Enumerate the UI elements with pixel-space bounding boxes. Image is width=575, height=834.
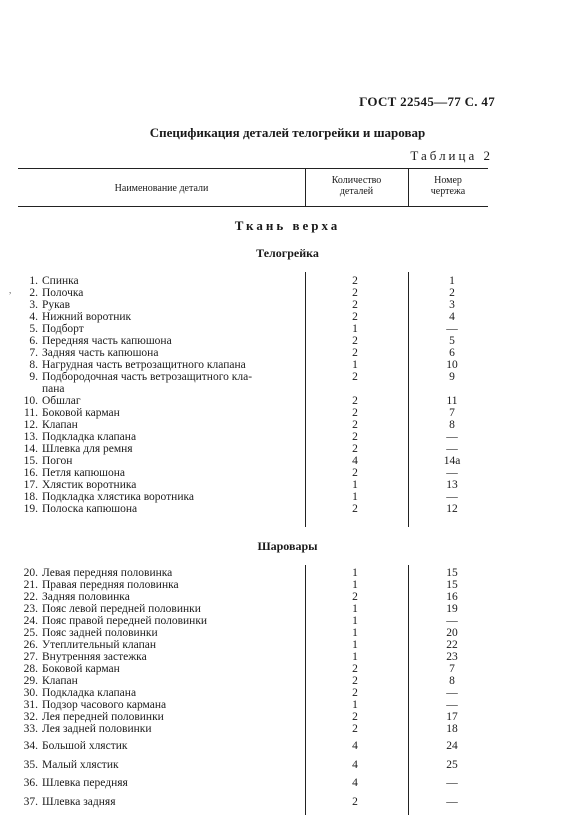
row-number: 20. xyxy=(23,567,38,579)
row-number: 23. xyxy=(23,603,38,615)
table-row xyxy=(18,711,164,723)
detail-quantity: 2 xyxy=(352,503,358,515)
drawing-number: 19 xyxy=(446,603,458,615)
detail-quantity: 2 xyxy=(352,335,358,347)
detail-name: Боковой карман xyxy=(42,663,120,675)
table-row xyxy=(18,431,136,443)
table-row xyxy=(18,651,147,663)
row-number: 21. xyxy=(23,579,38,591)
detail-quantity: 1 xyxy=(352,699,358,711)
detail-quantity: 2 xyxy=(352,723,358,735)
row-number: 12. xyxy=(23,419,38,431)
detail-name: Подбородочная часть ветрозащитного кла- xyxy=(42,371,253,383)
detail-name: Утеплительный клапан xyxy=(42,639,157,651)
drawing-number: 25 xyxy=(446,759,458,771)
table-row xyxy=(18,777,128,789)
detail-name: Задняя половинка xyxy=(42,591,130,603)
detail-quantity: 2 xyxy=(352,711,358,723)
table-row xyxy=(18,347,158,359)
row-number: 25. xyxy=(23,627,38,639)
detail-quantity: 2 xyxy=(352,371,358,383)
table-row xyxy=(18,359,246,371)
body-divider-2a xyxy=(408,272,409,527)
drawing-number: 4 xyxy=(449,311,455,323)
detail-quantity: 4 xyxy=(352,759,358,771)
detail-name: Шлевка задняя xyxy=(42,796,116,808)
section-title-jacket: Телогрейка xyxy=(256,246,319,260)
row-number: 2. xyxy=(29,287,38,299)
drawing-number: 1 xyxy=(449,275,455,287)
row-number: 28. xyxy=(23,663,38,675)
page-title: Спецификация деталей телогрейки и шаровар xyxy=(149,125,426,140)
row-number: 26. xyxy=(23,639,38,651)
table-row xyxy=(18,335,172,347)
row-number: 1. xyxy=(29,275,38,287)
detail-name: Малый хлястик xyxy=(42,759,119,771)
detail-quantity: 2 xyxy=(352,663,358,675)
row-number: 3. xyxy=(29,299,38,311)
row-number: 17. xyxy=(23,479,38,491)
row-number: 18. xyxy=(23,491,38,503)
detail-name: Петля капюшона xyxy=(42,467,126,479)
drawing-number: 15 xyxy=(446,567,458,579)
row-number: 24. xyxy=(23,615,38,627)
body-divider-2b xyxy=(408,565,409,815)
detail-name: Хлястик воротника xyxy=(42,479,137,491)
row-number: 15. xyxy=(23,455,38,467)
detail-quantity: 4 xyxy=(352,740,358,752)
detail-name: Подкладка клапана xyxy=(42,687,137,699)
drawing-number: 8 xyxy=(449,675,455,687)
drawing-number: — xyxy=(446,796,458,808)
detail-quantity: 1 xyxy=(352,639,358,651)
detail-quantity: 2 xyxy=(352,467,358,479)
detail-name: Пояс задней половинки xyxy=(42,627,158,639)
drawing-number: — xyxy=(446,431,458,443)
drawing-number: — xyxy=(446,443,458,455)
table-row xyxy=(18,395,81,407)
detail-quantity: 2 xyxy=(352,311,358,323)
detail-quantity: 1 xyxy=(352,323,358,335)
detail-name: Полочка xyxy=(42,287,84,299)
body-divider-1a xyxy=(305,272,306,527)
section-title-trousers: Шаровары xyxy=(257,539,318,553)
table-row xyxy=(18,591,130,603)
drawing-number: 11 xyxy=(446,395,458,407)
table-row xyxy=(18,723,152,735)
drawing-number: 22 xyxy=(446,639,458,651)
drawing-number: — xyxy=(446,687,458,699)
detail-name: Внутренняя застежка xyxy=(42,651,147,663)
detail-name: Правая передняя половинка xyxy=(42,579,179,591)
table-row xyxy=(18,675,78,687)
drawing-number: 7 xyxy=(449,663,455,675)
detail-name: Пояс левой передней половинки xyxy=(42,603,201,615)
detail-quantity: 1 xyxy=(352,615,358,627)
column-header-drawing: Номер чертежа xyxy=(430,175,466,197)
detail-quantity: 1 xyxy=(352,603,358,615)
detail-name: Подзор часового кармана xyxy=(42,699,167,711)
drawing-number: 18 xyxy=(446,723,458,735)
detail-quantity: 2 xyxy=(352,591,358,603)
detail-name: Погон xyxy=(42,455,73,467)
table-row xyxy=(18,663,120,675)
drawing-number: 5 xyxy=(449,335,455,347)
table-row xyxy=(18,275,79,287)
drawing-number: 3 xyxy=(449,299,455,311)
detail-name: Клапан xyxy=(42,675,78,687)
table-row xyxy=(18,603,201,615)
detail-quantity: 1 xyxy=(352,627,358,639)
row-number: 6. xyxy=(29,335,38,347)
drawing-number: 2 xyxy=(449,287,455,299)
row-number: 27. xyxy=(23,651,38,663)
table-row xyxy=(18,740,127,752)
detail-name: Левая передняя половинка xyxy=(42,567,173,579)
row-number: 11. xyxy=(24,407,38,419)
row-number: 9. xyxy=(29,371,38,383)
detail-quantity: 2 xyxy=(352,347,358,359)
row-number: 37. xyxy=(23,796,38,808)
column-header-name: Наименование детали xyxy=(114,183,209,194)
row-number: 22. xyxy=(23,591,38,603)
detail-quantity: 1 xyxy=(352,651,358,663)
row-number: 32. xyxy=(23,711,38,723)
detail-name: Пояс правой передней половинки xyxy=(42,615,208,627)
detail-quantity: 2 xyxy=(352,796,358,808)
drawing-number: 10 xyxy=(446,359,458,371)
detail-name: пана xyxy=(42,383,65,395)
table-row xyxy=(18,579,179,591)
drawing-number: 13 xyxy=(446,479,458,491)
drawing-number: — xyxy=(446,323,458,335)
detail-name: Спинка xyxy=(42,275,79,287)
page-header: ГОСТ 22545—77 С. 47 xyxy=(359,94,495,109)
drawing-number: 17 xyxy=(446,711,458,723)
detail-quantity: 2 xyxy=(352,419,358,431)
detail-quantity: 2 xyxy=(352,675,358,687)
drawing-number: — xyxy=(446,491,458,503)
table-row xyxy=(18,323,84,335)
detail-quantity: 2 xyxy=(352,443,358,455)
detail-name: Нагрудная часть ветрозащитного клапана xyxy=(42,359,246,371)
drawing-number: — xyxy=(446,467,458,479)
table-row xyxy=(18,796,116,808)
row-number: 29. xyxy=(23,675,38,687)
drawing-number: 23 xyxy=(446,651,458,663)
detail-name: Лея передней половинки xyxy=(42,711,164,723)
detail-name: Задняя часть капюшона xyxy=(42,347,159,359)
table-header-rule xyxy=(18,206,488,207)
detail-name: Клапан xyxy=(42,419,78,431)
detail-name: Подборт xyxy=(42,323,84,335)
detail-name: Боковой карман xyxy=(42,407,120,419)
table-row xyxy=(18,759,119,771)
drawing-number: 12 xyxy=(446,503,458,515)
drawing-number: 14а xyxy=(443,455,461,467)
table-row xyxy=(18,371,252,383)
table-row xyxy=(18,383,65,395)
row-number: 10. xyxy=(23,395,38,407)
row-number: 8. xyxy=(29,359,38,371)
detail-quantity: 1 xyxy=(352,479,358,491)
detail-quantity: 2 xyxy=(352,275,358,287)
detail-quantity: 4 xyxy=(352,777,358,789)
table-top-rule xyxy=(18,168,488,169)
table-row xyxy=(18,615,207,627)
detail-name: Полоска капюшона xyxy=(42,503,138,515)
table-row xyxy=(18,299,70,311)
detail-quantity: 1 xyxy=(352,579,358,591)
table-row xyxy=(18,419,78,431)
table-row xyxy=(18,287,83,299)
detail-name: Подкладка хлястика воротника xyxy=(42,491,195,503)
row-number: 35. xyxy=(23,759,38,771)
row-number: 16. xyxy=(23,467,38,479)
table-row xyxy=(18,467,125,479)
row-number: 31. xyxy=(23,699,38,711)
drawing-number: 24 xyxy=(446,740,458,752)
table-label: Таблица 2 xyxy=(410,148,493,163)
detail-quantity: 1 xyxy=(352,491,358,503)
row-number: 5. xyxy=(29,323,38,335)
row-number: 4. xyxy=(29,311,38,323)
detail-quantity: 2 xyxy=(352,287,358,299)
row-number: 30. xyxy=(23,687,38,699)
table-row xyxy=(18,687,136,699)
scan-mark: , xyxy=(9,285,12,295)
drawing-number: — xyxy=(446,777,458,789)
detail-quantity: 2 xyxy=(352,407,358,419)
row-number: 14. xyxy=(23,443,38,455)
table-row xyxy=(18,627,158,639)
table-row xyxy=(18,443,133,455)
table-row xyxy=(18,639,156,651)
detail-quantity: 2 xyxy=(352,299,358,311)
table-row xyxy=(18,407,120,419)
detail-name: Подкладка клапана xyxy=(42,431,137,443)
table-row xyxy=(18,479,136,491)
drawing-number: 7 xyxy=(449,407,455,419)
row-number: 19. xyxy=(23,503,38,515)
drawing-number: 16 xyxy=(446,591,458,603)
drawing-number: 9 xyxy=(449,371,455,383)
detail-quantity: 2 xyxy=(352,431,358,443)
drawing-number: 15 xyxy=(446,579,458,591)
row-number: 36. xyxy=(23,777,38,789)
detail-name: Передняя часть капюшона xyxy=(42,335,172,347)
detail-name: Шлевка для ремня xyxy=(42,443,133,455)
body-divider-1b xyxy=(305,565,306,815)
detail-quantity: 4 xyxy=(352,455,358,467)
detail-name: Шлевка передняя xyxy=(42,777,128,789)
detail-quantity: 2 xyxy=(352,687,358,699)
row-number: 7. xyxy=(29,347,38,359)
table-row xyxy=(18,699,166,711)
drawing-number: — xyxy=(446,699,458,711)
row-number: 34. xyxy=(23,740,38,752)
detail-name: Лея задней половинки xyxy=(42,723,152,735)
row-number: 13. xyxy=(23,431,38,443)
detail-name: Рукав xyxy=(42,299,71,311)
detail-name: Большой хлястик xyxy=(42,740,128,752)
table-row xyxy=(18,491,194,503)
table-row xyxy=(18,567,172,579)
table-row xyxy=(18,311,131,323)
detail-quantity: 1 xyxy=(352,567,358,579)
column-header-qty: Количество деталей xyxy=(331,175,382,197)
table-row xyxy=(18,503,137,515)
table-row xyxy=(18,455,72,467)
detail-name: Обшлаг xyxy=(42,395,81,407)
drawing-number: 8 xyxy=(449,419,455,431)
detail-quantity: 1 xyxy=(352,359,358,371)
drawing-number: 20 xyxy=(446,627,458,639)
drawing-number: — xyxy=(446,615,458,627)
detail-quantity: 2 xyxy=(352,395,358,407)
row-number: 33. xyxy=(23,723,38,735)
drawing-number: 6 xyxy=(449,347,455,359)
section-title-main: Ткань верха xyxy=(234,218,341,233)
detail-name: Нижний воротник xyxy=(42,311,132,323)
